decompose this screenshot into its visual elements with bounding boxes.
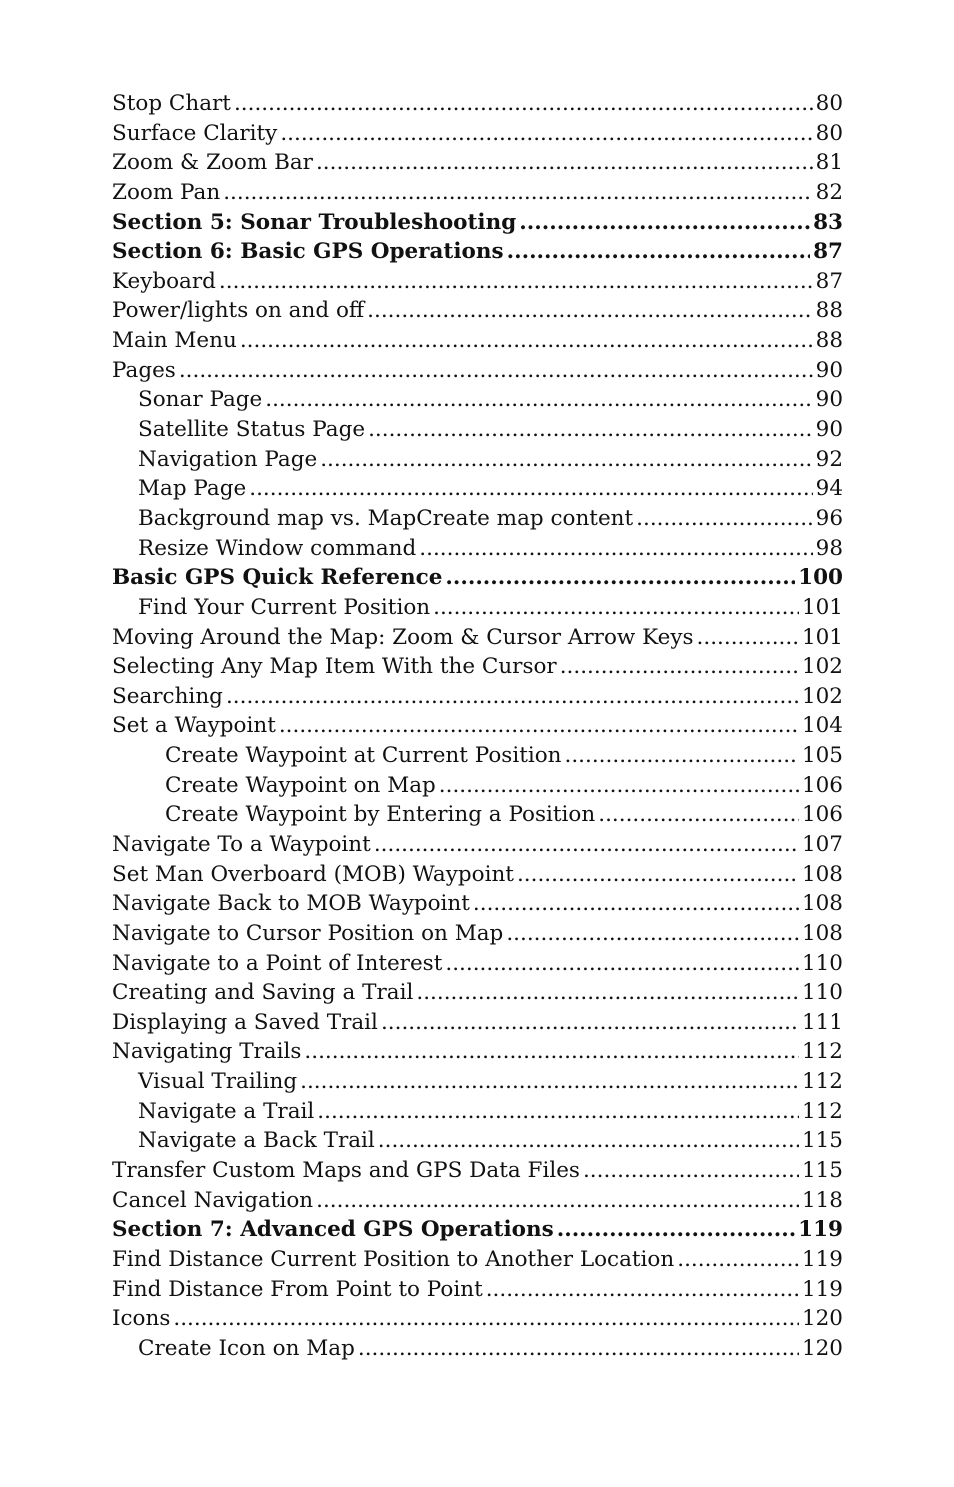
toc-entry-title: Navigate a Back Trail	[138, 1128, 375, 1154]
dot-leader	[173, 1304, 799, 1334]
dot-leader	[445, 563, 795, 593]
toc-entry-title: Zoom & Zoom Bar	[112, 150, 313, 176]
toc-entry	[112, 445, 843, 475]
toc-entry	[112, 474, 843, 504]
toc-entry-title: Sonar Page	[138, 387, 263, 413]
toc-entry-title: Satellite Status Page	[138, 417, 366, 443]
toc-entry-title: Selecting Any Map Item With the Cursor	[112, 654, 557, 680]
toc-entry-page-number: 112	[801, 1039, 843, 1065]
toc-entry	[112, 1156, 843, 1186]
toc-entry	[112, 1245, 843, 1275]
toc-entry-page-number: 108	[801, 891, 843, 917]
toc-entry-title: Surface Clarity	[112, 120, 278, 146]
toc-entry-title: Zoom Pan	[112, 179, 221, 205]
toc-entry-title: Navigate Back to MOB Waypoint	[112, 891, 470, 917]
toc-entry	[112, 919, 843, 949]
toc-entry-page-number: 94	[815, 476, 843, 502]
toc-entry-page-number: 80	[815, 90, 843, 116]
dot-leader	[419, 534, 812, 564]
dot-leader	[320, 445, 812, 475]
dot-leader	[280, 119, 812, 149]
toc-entry-page-number: 119	[801, 1246, 843, 1272]
toc-entry	[112, 504, 843, 534]
dot-leader	[265, 385, 812, 415]
toc-entry	[112, 1334, 843, 1364]
toc-entry-page-number: 98	[815, 535, 843, 561]
toc-entry-title: Background map vs. MapCreate map content	[138, 505, 634, 531]
toc-entry	[112, 1275, 843, 1305]
dot-leader	[636, 504, 812, 534]
dot-leader	[473, 889, 799, 919]
toc-entry	[112, 593, 843, 623]
toc-entry-title: Basic GPS Quick Reference	[112, 565, 443, 591]
toc-entry	[112, 296, 843, 326]
toc-entry-page-number: 110	[801, 980, 843, 1006]
dot-leader	[316, 1186, 799, 1216]
toc-entry-page-number: 106	[801, 772, 843, 798]
toc-section-heading	[112, 208, 843, 238]
dot-leader	[358, 1334, 799, 1364]
toc-entry-page-number: 112	[801, 1098, 843, 1124]
toc-entry-title: Create Waypoint at Current Position	[165, 743, 562, 769]
toc-entry-page-number: 104	[801, 713, 843, 739]
toc-entry-page-number: 120	[801, 1306, 843, 1332]
toc-section-heading	[112, 563, 843, 593]
toc-entry	[112, 534, 843, 564]
dot-leader	[507, 237, 810, 267]
dot-leader	[179, 356, 813, 386]
toc-entry-title: Cancel Navigation	[112, 1187, 314, 1213]
dot-leader	[226, 682, 799, 712]
toc-entry-page-number: 101	[801, 594, 843, 620]
toc-entry-title: Stop Chart	[112, 90, 231, 116]
dot-leader	[565, 741, 799, 771]
toc-entry-title: Set a Waypoint	[112, 713, 276, 739]
table-of-contents	[112, 89, 843, 1364]
toc-entry-title: Pages	[112, 357, 176, 383]
toc-entry-page-number: 87	[813, 239, 843, 265]
dot-leader	[439, 771, 799, 801]
toc-entry-page-number: 102	[801, 683, 843, 709]
toc-entry	[112, 267, 843, 297]
toc-entry	[112, 682, 843, 712]
toc-entry-page-number: 110	[801, 950, 843, 976]
toc-entry-title: Creating and Saving a Trail	[112, 980, 414, 1006]
toc-entry-page-number: 90	[815, 387, 843, 413]
dot-leader	[240, 326, 813, 356]
toc-entry-page-number: 115	[801, 1128, 843, 1154]
toc-entry	[112, 978, 843, 1008]
toc-entry	[112, 1097, 843, 1127]
toc-entry-page-number: 108	[801, 920, 843, 946]
toc-entry	[112, 771, 843, 801]
toc-entry	[112, 415, 843, 445]
toc-entry	[112, 1067, 843, 1097]
dot-leader	[368, 415, 813, 445]
toc-entry-title: Keyboard	[112, 268, 216, 294]
dot-leader	[445, 949, 799, 979]
toc-entry-title: Section 7: Advanced GPS Operations	[112, 1217, 554, 1243]
toc-entry-page-number: 119	[798, 1217, 843, 1243]
toc-entry-page-number: 87	[815, 268, 843, 294]
toc-entry	[112, 711, 843, 741]
dot-leader	[304, 1038, 799, 1068]
toc-entry-page-number: 83	[813, 209, 843, 235]
toc-entry	[112, 89, 843, 119]
toc-entry	[112, 148, 843, 178]
toc-entry-page-number: 108	[801, 861, 843, 887]
toc-entry-page-number: 115	[801, 1158, 843, 1184]
dot-leader	[416, 978, 799, 1008]
toc-entry-page-number: 90	[815, 357, 843, 383]
toc-entry	[112, 119, 843, 149]
dot-leader	[316, 148, 813, 178]
dot-leader	[486, 1275, 799, 1305]
toc-entry	[112, 830, 843, 860]
dot-leader	[557, 1215, 795, 1245]
toc-entry-page-number: 106	[801, 802, 843, 828]
dot-leader	[279, 711, 799, 741]
toc-entry-page-number: 105	[801, 743, 843, 769]
toc-entry-page-number: 82	[815, 179, 843, 205]
toc-entry	[112, 949, 843, 979]
toc-entry	[112, 1008, 843, 1038]
toc-entry	[112, 860, 843, 890]
toc-entry-title: Navigating Trails	[112, 1039, 302, 1065]
toc-entry-page-number: 120	[801, 1335, 843, 1361]
toc-entry-title: Create Icon on Map	[138, 1335, 355, 1361]
toc-entry-title: Find Distance From Point to Point	[112, 1276, 483, 1302]
toc-entry-title: Find Your Current Position	[138, 594, 431, 620]
dot-leader	[560, 652, 799, 682]
dot-leader	[677, 1245, 799, 1275]
dot-leader	[249, 474, 812, 504]
toc-entry-page-number: 96	[815, 505, 843, 531]
toc-entry-title: Navigate To a Waypoint	[112, 832, 371, 857]
dot-leader	[583, 1156, 799, 1186]
dot-leader	[317, 1097, 799, 1127]
toc-entry-title: Main Menu	[112, 328, 237, 354]
toc-entry-title: Power/lights on and off	[112, 298, 365, 324]
toc-entry	[112, 1038, 843, 1068]
toc-entry-title: Searching	[112, 683, 223, 709]
dot-leader	[697, 623, 799, 653]
dot-leader	[598, 800, 799, 830]
toc-entry	[112, 1186, 843, 1216]
dot-leader	[381, 1008, 799, 1038]
toc-entry-page-number: 88	[815, 328, 843, 354]
dot-leader	[433, 593, 799, 623]
toc-entry-title: Navigate to Cursor Position on Map	[112, 920, 504, 946]
toc-entry-page-number: 92	[815, 446, 843, 472]
toc-entry-title: Transfer Custom Maps and GPS Data Files	[112, 1158, 580, 1184]
toc-entry-page-number: 81	[815, 150, 843, 176]
toc-entry-title: Resize Window command	[138, 535, 417, 561]
toc-entry	[112, 800, 843, 830]
toc-entry	[112, 741, 843, 771]
dot-leader	[517, 860, 799, 890]
toc-entry-title: Section 6: Basic GPS Operations	[112, 239, 504, 265]
toc-entry	[112, 889, 843, 919]
toc-entry-title: Navigation Page	[138, 446, 318, 472]
toc-section-heading	[112, 1215, 843, 1245]
dot-leader	[506, 919, 799, 949]
toc-entry	[112, 1126, 843, 1156]
toc-entry-page-number: 107	[801, 832, 843, 857]
toc-entry-page-number: 111	[801, 1009, 843, 1035]
toc-entry-page-number: 112	[801, 1069, 843, 1095]
dot-leader	[367, 296, 812, 326]
dot-leader	[234, 89, 813, 119]
dot-leader	[223, 178, 812, 208]
toc-entry-page-number: 102	[801, 654, 843, 680]
toc-entry	[112, 178, 843, 208]
toc-entry-page-number: 118	[801, 1187, 843, 1213]
toc-entry-title: Navigate to a Point of Interest	[112, 950, 443, 976]
toc-entry-title: Visual Trailing	[138, 1069, 298, 1095]
toc-entry	[112, 356, 843, 386]
toc-entry-title: Create Waypoint by Entering a Position	[165, 802, 596, 828]
toc-entry-page-number: 100	[798, 565, 843, 591]
toc-entry-title: Map Page	[138, 476, 247, 502]
toc-entry	[112, 652, 843, 682]
toc-entry-title: Set Man Overboard (MOB) Waypoint	[112, 861, 514, 887]
toc-entry-title: Icons	[112, 1306, 171, 1332]
dot-leader	[519, 208, 810, 238]
dot-leader	[300, 1067, 799, 1097]
dot-leader	[374, 830, 799, 860]
toc-entry-title: Section 5: Sonar Troubleshooting	[112, 209, 517, 235]
toc-entry-title: Find Distance Current Position to Another Location	[112, 1246, 675, 1272]
toc-entry-page-number: 88	[815, 298, 843, 324]
toc-entry-title: Moving Around the Map: Zoom & Cursor Arrow Keys	[112, 624, 694, 650]
toc-entry-page-number: 119	[801, 1276, 843, 1302]
toc-entry-title: Navigate a Trail	[138, 1098, 315, 1124]
toc-entry	[112, 623, 843, 653]
toc-entry	[112, 385, 843, 415]
toc-entry	[112, 1304, 843, 1334]
toc-entry-page-number: 90	[815, 417, 843, 443]
dot-leader	[378, 1126, 799, 1156]
toc-entry-title: Displaying a Saved Trail	[112, 1009, 378, 1035]
toc-entry-page-number: 101	[801, 624, 843, 650]
toc-entry-title: Create Waypoint on Map	[165, 772, 436, 798]
toc-entry	[112, 326, 843, 356]
toc-section-heading	[112, 237, 843, 267]
toc-entry-page-number: 80	[815, 120, 843, 146]
dot-leader	[219, 267, 813, 297]
